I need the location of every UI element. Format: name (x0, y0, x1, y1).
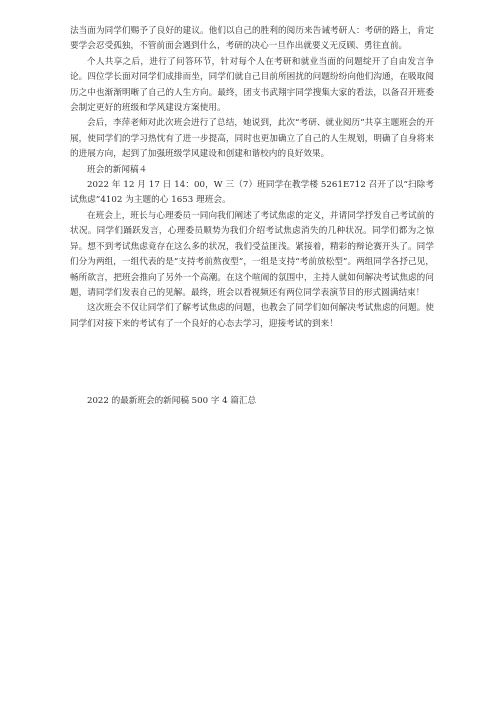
paragraph-meeting-date: 2022 年 12 月 17 日 14：00，W 三（7）班同学在教学楼 5261E712 召开了以“扫除考试焦虑”4102 为主题的心 1653 理班会。 (70, 180, 434, 206)
paragraph-meeting-outcome: 这次班会不仅让同学们了解考试焦虑的问题，也教会了同学们如何解决考试焦虑的问题。使同学们对接下来的考试有了一个良好的心态去学习，迎接考试的到来！ (70, 303, 434, 329)
paragraph-qa-session: 个人共享之后，进行了问答环节，针对每个人在考研和就业当面的问题绽开了自由发言争论。四位学长面对同学们成排而坐，同学们就自己目前所困扰的问题纷纷向他们沟通，在吸取阅历之中也渐渐明晰了自己的人生方向。最终，团支书武翔宇同学搜集大家的看法，以备召开班委会制定更好的班级和学风建设方案使用。 (70, 56, 434, 114)
document-body (70, 24, 434, 332)
paragraph-advice-conclusion: 法当面为同学们赐予了良好的建议。他们以自己的胜利的阅历来告诫考研人：考研的路上，肯定要学会忍受孤独，不管前面会遇到什么，考研的决心一旦作出就要义无反顾、勇往直前。 (70, 26, 434, 52)
section-heading-news-4: 班会的新闻稿４ (87, 164, 148, 175)
document-footer-title: 2022 的最新班会的新闻稿 500 字 4 篇汇总 (87, 396, 257, 406)
paragraph-teacher-summary: 会后，李萍老师对此次班会进行了总结，她说到，此次“考研、就业阅历”共享主题班会的开展，使同学们的学习热忱有了进一步提高，同时也更加确立了自己的人生规划，明确了自身将来的进展方向，起到了加强班级学风建设和创建和谐校内的良好效果。 (70, 118, 434, 160)
paragraph-meeting-details: 在班会上，班长与心理委员一同向我们阐述了考试焦虑的定义，并请同学抒发自己考试前的状况。同学们踊跃发言，心理委员顺势为我们介绍考试焦虑消失的几种状况。同学们都为之惊异。想不到考试焦虑竟存在这么多的状况，我们受益匪浅。紧接着，精彩的辩论赛开头了。同学们分为两组，一组代表的是“支持考前熬夜型”，一组是支持“考前放松型”。两组同学各抒己见，畅所欲言，把班会推向了另外一个高潮。在这个喧闹的氛围中，主持人就如何解决考试焦虑的问题，请同学们发表自己的见解。最终，班会以看视频还有两位同学表演节目的形式圆满结束！ (70, 210, 434, 298)
